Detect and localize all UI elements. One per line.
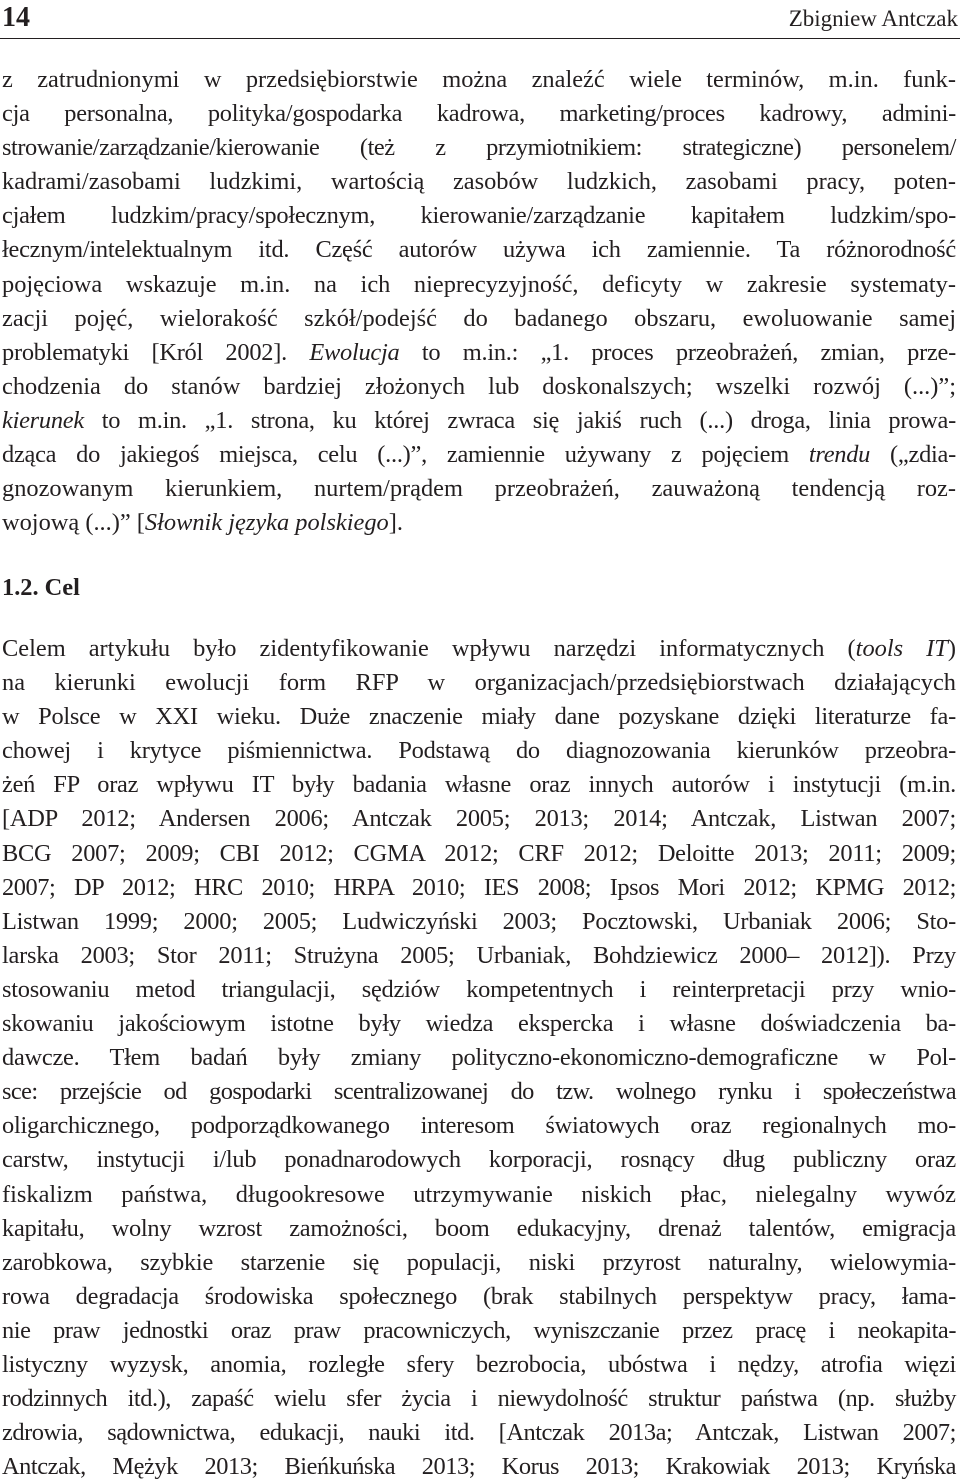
text-line: rodzinnych itd.), zapaść wielu sfer życia i niewydolność struktur państwa (np. służby	[2, 1385, 956, 1413]
header-author: Zbigniew Antczak	[788, 6, 958, 31]
text-line: dawcze. Tłem badań były zmiany polityczno-ekonomiczno-demograficzne w Pol-	[2, 1044, 956, 1072]
text-line	[2, 438, 956, 472]
text-line: cja personalna, polityka/gospodarka kadrowa, marketing/proces kadrowy, admini-	[2, 100, 956, 128]
italic-term: tools IT	[855, 635, 948, 662]
text-run: wojową (...)” [	[2, 509, 145, 537]
text-line: cjałem ludzkim/pracy/społecznym, kierowanie/zarządzanie kapitałem ludzkim/spo-	[2, 202, 956, 230]
text-run: to m.in. „1. strona, ku której zwraca się jakiś ruch (...) droga, linia prowa-	[83, 406, 956, 434]
text-line	[2, 336, 956, 370]
text-run: problematyki [Król 2002].	[2, 338, 310, 366]
text-line: listyczny wyzysk, anomia, rozległe sfery bezrobocia, ubóstwa i nędzy, atrofia więzi	[2, 1350, 956, 1378]
text-line: nie praw jednostki oraz praw pracowniczych, wyniszczanie przez pracę i neokapita-	[2, 1316, 956, 1344]
text-line: carstw, instytucji i/lub ponadnarodowych korporacji, rosnący dług publiczny oraz	[2, 1146, 956, 1174]
text-line: BCG 2007; 2009; CBI 2012; CGMA 2012; CRF 2012; Deloitte 2013; 2011; 2009;	[2, 839, 956, 867]
text-line: łecznym/intelektualnym itd. Część autorów używa ich zamiennie. Ta różnorodność	[2, 236, 956, 264]
running-header	[0, 0, 960, 36]
text-line: zacji pojęć, wielorakość szkół/podejść do badanego obszaru, ewoluowanie samej	[2, 304, 956, 332]
text-line: rowa degradacja środowiska społecznego (brak stabilnych perspektyw pracy, łama-	[2, 1282, 956, 1310]
text-run: Celem artykułu było zidentyfikowanie wpływu narzędzi informatycznych (	[2, 635, 856, 662]
text-run: to m.in.: „1. proces przeobrażeń, zmian, prze-	[399, 338, 956, 366]
text-line: w Polsce w XXI wieku. Duże znaczenie miały dane pozyskane dzięki literaturze fa-	[2, 703, 956, 731]
italic-term: kierunek	[2, 406, 84, 434]
text-line	[2, 632, 956, 666]
text-line: skowaniu jakościowym istotne były wiedza ekspercka i własne doświadczenia ba-	[2, 1010, 956, 1038]
text-line: stosowaniu metod triangulacji, sędziów kompetentnych i reinterpretacji przy wnio-	[2, 975, 956, 1003]
text-line: oligarchicznego, podporządkowanego interesom światowych oraz regionalnych mo-	[2, 1112, 956, 1140]
text-run: ].	[388, 509, 403, 537]
text-line	[2, 404, 956, 438]
page-number: 14	[2, 2, 30, 33]
text-line: żeń FP oraz wpływu IT były badania własne oraz innych autorów i instytucji (m.in.	[2, 771, 956, 799]
paragraph-2	[2, 632, 956, 1484]
text-line: gnozowanym kierunkiem, nurtem/prądem przeobrażeń, zauważoną tendencją roz-	[2, 475, 956, 503]
text-line: kapitału, wolny wzrost zamożności, boom edukacyjny, drenaż talentów, emigracja	[2, 1214, 956, 1242]
text-line: kadrami/zasobami ludzkimi, wartością zasobów ludzkich, zasobami pracy, poten-	[2, 168, 956, 196]
text-line: chodzenia do stanów bardziej złożonych lub doskonalszych; wszelki rozwój (...)”;	[2, 372, 956, 400]
text-line: larska 2003; Stor 2011; Strużyna 2005; Urbaniak, Bohdziewicz 2000– 2012]). Przy	[2, 941, 956, 969]
text-line: fiskalizm państwa, długookresowe utrzymywanie niskich płac, nielegalny wywóz	[2, 1180, 956, 1208]
text-line: na kierunki ewolucji form RFP w organizacjach/przedsiębiorstwach działających	[2, 669, 956, 697]
paragraph-1	[2, 63, 956, 540]
text-line: Antczak, Mężyk 2013; Bieńkuńska 2013; Korus 2013; Krakowiak 2013; Kryńska	[2, 1453, 956, 1481]
italic-term: trendu	[808, 441, 871, 469]
section-heading: 1.2. Cel	[2, 574, 80, 601]
text-line: strowanie/zarządzanie/kierowanie (też z przymiotnikiem: strategiczne) personelem/	[2, 134, 956, 162]
text-line: pojęciowa wskazuje m.in. na ich nieprecyzyjność, deficyty w zakresie systematy-	[2, 270, 956, 298]
text-line: Listwan 1999; 2000; 2005; Ludwiczyński 2003; Pocztowski, Urbaniak 2006; Sto-	[2, 907, 956, 935]
text-run: dząca do jakiegoś miejsca, celu (...)”, zamiennie używany z pojęciem	[2, 441, 809, 469]
text-line: z zatrudnionymi w przedsiębiorstwie można znaleźć wiele terminów, m.in. funk-	[2, 66, 956, 93]
text-line: [ADP 2012; Andersen 2006; Antczak 2005; 2013; 2014; Antczak, Listwan 2007;	[2, 805, 956, 833]
text-line: sce: przejście od gospodarki scentralizowanej do tzw. wolnego rynku i społeczeństwa	[2, 1078, 956, 1106]
text-line	[2, 506, 956, 540]
text-line: 2007; DP 2012; HRC 2010; HRPA 2010; IES 2008; Ipsos Mori 2012; KPMG 2012;	[2, 873, 956, 901]
text-run: )	[947, 635, 956, 662]
italic-term: Ewolucja	[309, 338, 400, 366]
text-line: zarobkowa, szybkie starzenie się populacji, niski przyrost naturalny, wielowymia-	[2, 1248, 956, 1276]
header-rule	[0, 38, 960, 39]
text-line: zdrowia, sądownictwa, edukacji, nauki itd. [Antczak 2013a; Antczak, Listwan 2007;	[2, 1419, 956, 1447]
italic-title: Słownik języka polskiego	[144, 509, 389, 537]
text-run: („zdia-	[870, 441, 956, 469]
text-line: chowej i krytyce piśmiennictwa. Podstawą do diagnozowania kierunków przeobra-	[2, 737, 956, 765]
